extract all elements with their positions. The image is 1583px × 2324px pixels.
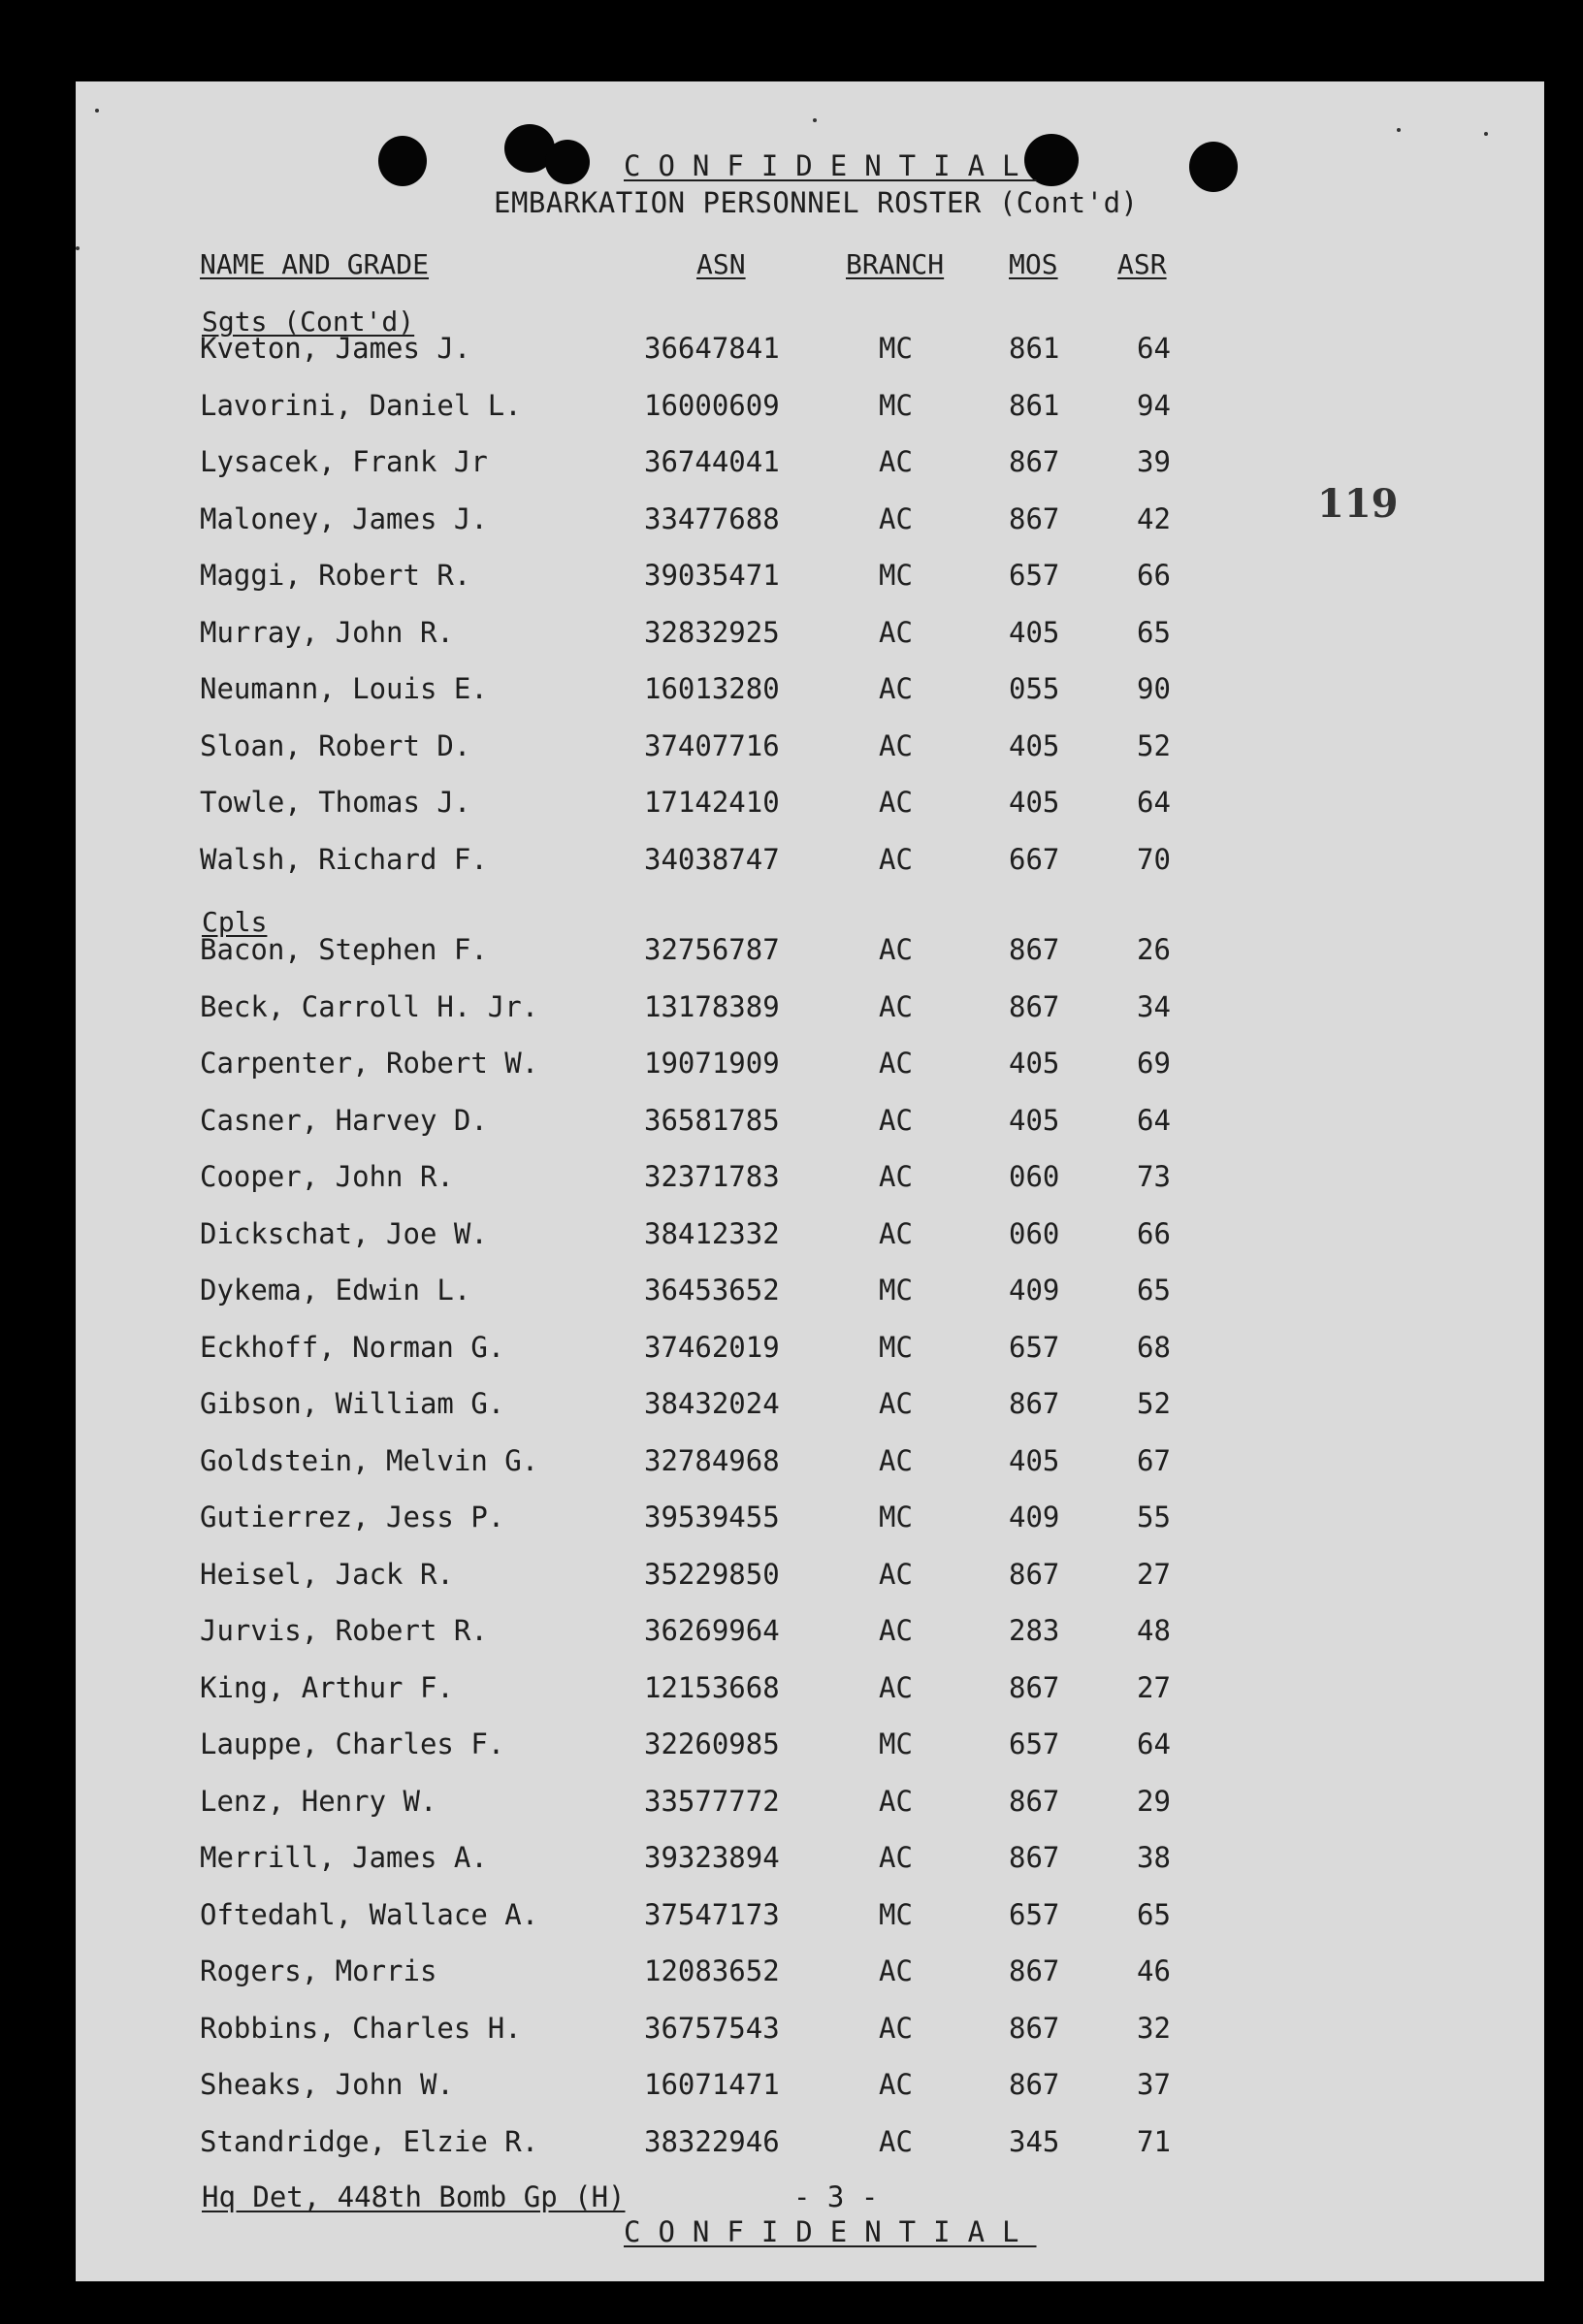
punch-hole [545, 140, 590, 184]
cell-name: Neumann, Louis E. [200, 672, 488, 705]
table-row [76, 502, 1544, 541]
cell-asr: 26 [1137, 933, 1171, 966]
table-row [76, 1954, 1544, 1993]
cell-asn: 32756787 [644, 933, 780, 966]
cell-asn: 38432024 [644, 1387, 780, 1420]
cell-name: Robbins, Charles H. [200, 2011, 522, 2045]
cell-asr: 71 [1137, 2124, 1171, 2158]
table-row [76, 672, 1544, 711]
cell-mos: 405 [1009, 1103, 1060, 1137]
cell-asn: 32832925 [644, 615, 780, 649]
cell-name: Towle, Thomas J. [200, 786, 471, 819]
cell-branch: AC [879, 1103, 913, 1137]
cell-branch: AC [879, 1614, 913, 1647]
cell-asn: 12153668 [644, 1670, 780, 1704]
cell-name: Merrill, James A. [200, 1841, 488, 1874]
cell-asr: 29 [1137, 1784, 1171, 1818]
cell-branch: AC [879, 933, 913, 966]
cell-branch: MC [879, 1330, 913, 1364]
cell-name: Maggi, Robert R. [200, 559, 471, 592]
cell-asr: 48 [1137, 1614, 1171, 1647]
cell-name: Sloan, Robert D. [200, 728, 471, 762]
document-page [76, 81, 1544, 2281]
paper-speck [95, 109, 99, 113]
cell-asr: 65 [1137, 1274, 1171, 1307]
table-row [76, 729, 1544, 768]
cell-mos: 657 [1009, 1727, 1060, 1760]
cell-mos: 657 [1009, 1897, 1060, 1931]
cell-asn: 32784968 [644, 1443, 780, 1477]
cell-branch: AC [879, 1387, 913, 1420]
table-row [76, 1671, 1544, 1710]
page-stamp-number: 119 [1317, 481, 1399, 527]
cell-asr: 42 [1137, 501, 1171, 535]
cell-asr: 66 [1137, 1216, 1171, 1250]
cell-name: Cooper, John R. [200, 1160, 454, 1193]
cell-asr: 90 [1137, 672, 1171, 705]
cell-asr: 52 [1137, 728, 1171, 762]
cell-mos: 867 [1009, 1784, 1060, 1818]
cell-branch: MC [879, 1897, 913, 1931]
table-row [76, 1558, 1544, 1597]
cell-mos: 867 [1009, 445, 1060, 478]
cell-asr: 27 [1137, 1557, 1171, 1591]
cell-asr: 73 [1137, 1160, 1171, 1193]
cell-branch: MC [879, 388, 913, 422]
cell-asn: 33577772 [644, 1784, 780, 1818]
roster-title: EMBARKATION PERSONNEL ROSTER (Cont'd) [494, 186, 1139, 219]
cell-name: Dickschat, Joe W. [200, 1216, 488, 1250]
cell-mos: 657 [1009, 559, 1060, 592]
punch-hole [1189, 142, 1238, 192]
cell-mos: 405 [1009, 786, 1060, 819]
cell-name: Walsh, Richard F. [200, 842, 488, 876]
cell-asr: 68 [1137, 1330, 1171, 1364]
cell-asr: 38 [1137, 1841, 1171, 1874]
cell-name: Bacon, Stephen F. [200, 933, 488, 966]
table-row [76, 616, 1544, 655]
cell-name: Standridge, Elzie R. [200, 2124, 539, 2158]
table-row [76, 332, 1544, 371]
cell-name: Gutierrez, Jess P. [200, 1501, 505, 1533]
cell-branch: AC [879, 672, 913, 705]
cell-mos: 055 [1009, 672, 1060, 705]
table-row [76, 1331, 1544, 1370]
cell-name: Dykema, Edwin L. [200, 1274, 471, 1307]
cell-asr: 34 [1137, 989, 1171, 1023]
cell-name: Maloney, James J. [200, 501, 488, 535]
table-row [76, 1898, 1544, 1937]
cell-name: Kveton, James J. [200, 332, 471, 365]
cell-asn: 36757543 [644, 2011, 780, 2045]
section-label: Sgts (Cont'd) [202, 306, 415, 338]
column-header-asr: ASR [1117, 248, 1167, 280]
table-row [76, 2068, 1544, 2107]
cell-asn: 33477688 [644, 501, 780, 535]
cell-mos: 405 [1009, 1047, 1060, 1080]
cell-mos: 867 [1009, 1954, 1060, 1987]
cell-name: Oftedahl, Wallace A. [200, 1897, 539, 1931]
cell-mos: 867 [1009, 1557, 1060, 1591]
cell-branch: MC [879, 1501, 913, 1533]
punch-hole [378, 136, 427, 186]
table-row [76, 1841, 1544, 1880]
cell-branch: AC [879, 842, 913, 876]
cell-mos: 405 [1009, 728, 1060, 762]
unit-designation: Hq Det, 448th Bomb Gp (H) [202, 2180, 626, 2213]
cell-asr: 64 [1137, 332, 1171, 365]
cell-asn: 16000609 [644, 388, 780, 422]
cell-asn: 12083652 [644, 1954, 780, 1987]
cell-asn: 38412332 [644, 1216, 780, 1250]
cell-asr: 27 [1137, 1670, 1171, 1704]
cell-asn: 38322946 [644, 2124, 780, 2158]
table-row [76, 1785, 1544, 1824]
table-row [76, 1727, 1544, 1766]
cell-branch: AC [879, 1954, 913, 1987]
cell-asr: 66 [1137, 559, 1171, 592]
cell-asn: 36453652 [644, 1274, 780, 1307]
cell-branch: AC [879, 1047, 913, 1080]
cell-branch: AC [879, 1670, 913, 1704]
cell-branch: AC [879, 2068, 913, 2101]
cell-branch: AC [879, 1784, 913, 1818]
cell-asn: 32371783 [644, 1160, 780, 1193]
cell-branch: AC [879, 1557, 913, 1591]
cell-asn: 37462019 [644, 1330, 780, 1364]
table-row [76, 1274, 1544, 1312]
cell-name: Eckhoff, Norman G. [200, 1330, 505, 1364]
cell-mos: 867 [1009, 1670, 1060, 1704]
cell-mos: 060 [1009, 1160, 1060, 1193]
cell-name: Rogers, Morris [200, 1954, 437, 1987]
cell-asn: 16071471 [644, 2068, 780, 2101]
table-row [76, 1104, 1544, 1143]
cell-mos: 345 [1009, 2124, 1060, 2158]
cell-branch: MC [879, 559, 913, 592]
cell-asn: 37547173 [644, 1897, 780, 1931]
cell-mos: 867 [1009, 1841, 1060, 1874]
cell-asn: 39323894 [644, 1841, 780, 1874]
cell-asr: 46 [1137, 1954, 1171, 1987]
cell-asr: 39 [1137, 445, 1171, 478]
table-row [76, 786, 1544, 824]
cell-mos: 405 [1009, 615, 1060, 649]
cell-name: Beck, Carroll H. Jr. [200, 989, 539, 1023]
cell-branch: AC [879, 615, 913, 649]
cell-branch: AC [879, 445, 913, 478]
cell-asn: 39539455 [644, 1501, 780, 1533]
cell-name: Casner, Harvey D. [200, 1103, 488, 1137]
paper-speck [1484, 132, 1488, 136]
cell-mos: 867 [1009, 2011, 1060, 2045]
paper-speck [1397, 128, 1401, 132]
cell-mos: 867 [1009, 2068, 1060, 2101]
table-row [76, 445, 1544, 484]
cell-branch: AC [879, 1841, 913, 1874]
cell-mos: 867 [1009, 989, 1060, 1023]
cell-asr: 64 [1137, 1727, 1171, 1760]
cell-asn: 35229850 [644, 1557, 780, 1591]
cell-name: King, Arthur F. [200, 1670, 454, 1704]
table-row [76, 1047, 1544, 1085]
cell-asr: 52 [1137, 1387, 1171, 1420]
cell-mos: 667 [1009, 842, 1060, 876]
cell-name: Heisel, Jack R. [200, 1557, 454, 1591]
cell-asr: 65 [1137, 615, 1171, 649]
cell-name: Jurvis, Robert R. [200, 1614, 488, 1647]
cell-asr: 37 [1137, 2068, 1171, 2101]
cell-name: Goldstein, Melvin G. [200, 1443, 539, 1477]
cell-branch: AC [879, 1160, 913, 1193]
cell-asn: 36744041 [644, 445, 780, 478]
cell-branch: MC [879, 332, 913, 365]
cell-mos: 409 [1009, 1501, 1060, 1533]
cell-asr: 64 [1137, 786, 1171, 819]
cell-branch: AC [879, 2011, 913, 2045]
table-row [76, 2125, 1544, 2164]
table-row [76, 1160, 1544, 1199]
cell-asr: 70 [1137, 842, 1171, 876]
cell-branch: AC [879, 989, 913, 1023]
cell-asn: 36647841 [644, 332, 780, 365]
cell-branch: AC [879, 501, 913, 535]
cell-asn: 34038747 [644, 842, 780, 876]
cell-asn: 13178389 [644, 989, 780, 1023]
table-row [76, 1387, 1544, 1426]
cell-asr: 32 [1137, 2011, 1171, 2045]
cell-asr: 67 [1137, 1443, 1171, 1477]
cell-mos: 861 [1009, 388, 1060, 422]
cell-asn: 16013280 [644, 672, 780, 705]
cell-branch: AC [879, 786, 913, 819]
cell-name: Lavorini, Daniel L. [200, 388, 522, 422]
table-row [76, 1217, 1544, 1256]
cell-asr: 65 [1137, 1897, 1171, 1931]
column-header-mos: MOS [1009, 248, 1058, 280]
paper-speck [76, 246, 80, 250]
column-header-asn: ASN [696, 248, 746, 280]
section-label: Cpls [202, 906, 268, 938]
cell-branch: AC [879, 728, 913, 762]
confidential-heading: CONFIDENTIAL [624, 149, 1037, 182]
table-row [76, 843, 1544, 882]
table-row [76, 1614, 1544, 1653]
column-header-branch: BRANCH [846, 248, 945, 280]
cell-branch: AC [879, 1216, 913, 1250]
column-header-name: NAME AND GRADE [200, 248, 430, 280]
cell-asn: 37407716 [644, 728, 780, 762]
cell-mos: 861 [1009, 332, 1060, 365]
cell-mos: 867 [1009, 1387, 1060, 1420]
cell-asn: 19071909 [644, 1047, 780, 1080]
cell-asn: 36269964 [644, 1614, 780, 1647]
cell-name: Lenz, Henry W. [200, 1784, 437, 1818]
cell-mos: 867 [1009, 501, 1060, 535]
cell-mos: 405 [1009, 1443, 1060, 1477]
cell-asn: 36581785 [644, 1103, 780, 1137]
cell-asn: 39035471 [644, 559, 780, 592]
confidential-footer: CONFIDENTIAL [624, 2215, 1037, 2248]
cell-asr: 64 [1137, 1103, 1171, 1137]
cell-mos: 060 [1009, 1216, 1060, 1250]
cell-mos: 657 [1009, 1330, 1060, 1364]
cell-branch: MC [879, 1274, 913, 1307]
table-row [76, 559, 1544, 597]
cell-name: Murray, John R. [200, 615, 454, 649]
cell-branch: AC [879, 1443, 913, 1477]
cell-name: Sheaks, John W. [200, 2068, 454, 2101]
table-row [76, 990, 1544, 1029]
cell-asr: 55 [1137, 1501, 1171, 1533]
cell-branch: AC [879, 2124, 913, 2158]
cell-asn: 32260985 [644, 1727, 780, 1760]
cell-name: Lauppe, Charles F. [200, 1727, 505, 1760]
page-number: - 3 - [793, 2180, 879, 2213]
table-row [76, 1444, 1544, 1483]
cell-mos: 867 [1009, 933, 1060, 966]
table-row [76, 389, 1544, 428]
table-row [76, 933, 1544, 972]
cell-asr: 69 [1137, 1047, 1171, 1080]
cell-name: Gibson, William G. [200, 1387, 505, 1420]
cell-name: Lysacek, Frank Jr [200, 445, 488, 478]
paper-speck [813, 118, 817, 122]
table-row [76, 1501, 1544, 1539]
cell-asn: 17142410 [644, 786, 780, 819]
cell-name: Carpenter, Robert W. [200, 1047, 539, 1080]
table-row [76, 2012, 1544, 2050]
cell-branch: MC [879, 1727, 913, 1760]
cell-mos: 409 [1009, 1274, 1060, 1307]
cell-asr: 94 [1137, 388, 1171, 422]
cell-mos: 283 [1009, 1614, 1060, 1647]
